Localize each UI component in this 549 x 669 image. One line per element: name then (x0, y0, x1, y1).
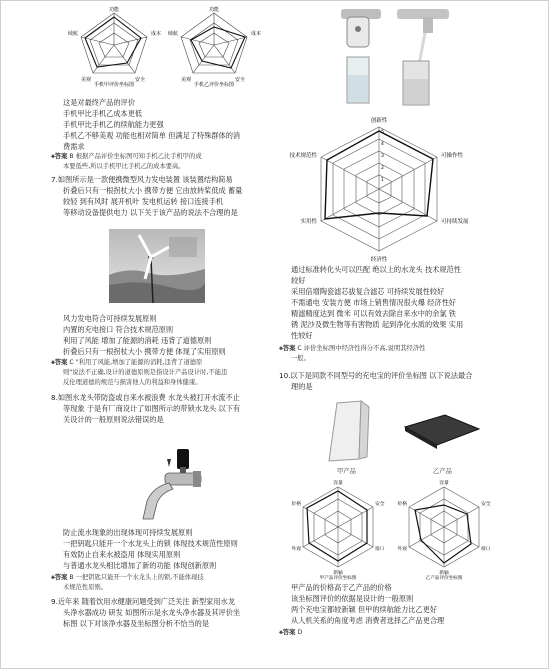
axis-label: 价格 (397, 502, 407, 507)
q10-stem: 10.以下是同款不同型号的充电宝的评价坐标图 以下说法最合 (279, 371, 473, 380)
power-bank-a-photo (319, 397, 377, 463)
q6-tail: 这是对最终产品的评价 (63, 98, 135, 107)
axis-label: 创新性 (370, 118, 388, 124)
axis-label: 容量 (439, 481, 449, 486)
axis-label: 可持续发展 (441, 219, 469, 225)
chart-caption: 乙产品评价坐标图 (425, 576, 463, 581)
q7-option: 折叠后只有一根拐杖大小 携带方便 体现了实用原则 (63, 347, 226, 356)
axis-label: 美观 (180, 77, 191, 83)
axis-label: 安全 (135, 77, 146, 83)
q8-stem: 等现象 于是有厂商设计了如图所示的带锁水龙头 以下有 (63, 404, 241, 413)
axis-label: 功能 (208, 7, 220, 13)
q10-option: 从人机关系的角度考虑 消费者选择乙产品更合理 (291, 616, 445, 625)
q6-option: 手机甲比手机乙的续航能力更强 (63, 120, 164, 129)
q9-stem: 头净水器成功 研发 如图所示是水龙头净水器及其评价坐 (63, 608, 241, 617)
locking-faucet-photo (133, 447, 203, 525)
chart-caption: 手机甲评价坐标图 (93, 82, 135, 88)
power-bank-b-photo (401, 411, 481, 453)
q6-option: 手机甲比手机乙成本更低 (63, 109, 143, 118)
scale-label: 3 (381, 154, 384, 159)
axis-label: 实用性 (300, 219, 317, 225)
q10-answer: ⚹答案 D (279, 629, 303, 636)
axis-label: 外观 (291, 547, 301, 552)
q7-stem: 较轻 到有风时 展开机叶 发电机运转 接口连接手机 (63, 197, 224, 206)
wind-generator-photo (109, 229, 205, 303)
q7-option: 内置的充电接口 符合技术规范原则 (63, 325, 174, 334)
axis-label: 技术规范性 (289, 153, 317, 159)
radar-chart-purifier (289, 113, 469, 265)
q6-option: 手机乙不够美观 功能也相对简单 但满足了特殊群体的消 (63, 131, 241, 140)
q7-stem: 7.如图所示是一款便携微型风力发电装置 该装置结构简易 (51, 175, 233, 184)
axis-label: 可操作性 (441, 153, 464, 159)
axis-label: 新颖 (439, 571, 449, 576)
q9-stem: 标图 以下对该净水器及坐标图分析不恰当的是 (63, 619, 210, 628)
q7-stem: 折叠后只有一根拐杖大小 携带方便 它由放转桨低成 蓄量 (63, 186, 243, 195)
water-purifier-photo (337, 5, 457, 111)
axis-label: 接口 (375, 547, 385, 552)
q8-answer: ⚹答案 B 一把钥匙只能开一个水龙头上的锁,不能体现技 (51, 574, 204, 581)
q7-answer-cont: 则"说法不正确,设计的道德原则是指设计产品设计时,不能违 (63, 369, 228, 376)
axis-label: 功能 (108, 7, 120, 13)
q7-option: 利用了风能 增加了能源的消耗 违背了道德原则 (63, 336, 212, 345)
q6-answer: ⚹答案 B 根据产品评价坐标图可知手机乙比手机甲的成 (51, 153, 202, 160)
q8-option: 一把钥匙只能开一个水龙头上的锁 体现技术规范性原则 (63, 539, 238, 548)
q9-option: 精滤精度达到 微米 可以有效去除自来水中的余氯 铁 (291, 309, 456, 318)
scale-label: 2 (381, 166, 384, 171)
q9-option: 锈 泥沙及微生物等有害物质 起到净化水质的效果 实用 (291, 320, 464, 329)
q9-option: 采用倍增陶瓷滤芯拔复合滤芯 可持续发展性较好 (291, 287, 445, 296)
q9-option: 较好 (291, 276, 306, 285)
q6-option: 费需求 (63, 142, 85, 151)
q8-option: 有效防止自来水被盗用 体现实用原则 (63, 550, 181, 559)
axis-label: 续航 (167, 31, 178, 37)
axis-label: 新颖 (333, 571, 343, 576)
axis-label: 成本 (251, 31, 262, 37)
scale-label: 4 (381, 142, 384, 147)
axis-label: 成本 (151, 31, 162, 37)
axis-label: 安全 (235, 77, 246, 83)
q7-answer-cont: 反伦理道德的规范与损害他人的利益和身体健康。 (63, 379, 202, 386)
axis-label: 美观 (80, 77, 91, 83)
q7-stem: 等移动设备提供电力 以下关于该产品的说法不合理的是 (63, 208, 238, 217)
q8-option: 防止流水现象的出现体现可持续发展原则 (63, 528, 193, 537)
chart-caption: 手机乙评价坐标图 (193, 82, 235, 88)
q9-stem: 9.近年来 随着饮用水健康问题受到广泛关注 新型家用水龙 (51, 597, 235, 606)
chart-caption: 甲产品评价坐标图 (319, 576, 357, 581)
q9-option: 性较好 (291, 331, 313, 340)
axis-label: 接口 (481, 547, 491, 552)
radar-chart-phone-b (167, 5, 262, 88)
radar-chart-product-a (291, 477, 385, 581)
axis-label: 安全 (481, 502, 491, 507)
q8-option: 与普通水龙头相比增加了新的功能 体现创新原则 (63, 561, 217, 570)
axis-label: 价格 (291, 502, 301, 507)
product-b-label: 乙产品 (433, 468, 452, 475)
scale-label: 5 (381, 130, 384, 135)
q10-option: 甲产品的价格高于乙产品的价格 (291, 583, 392, 592)
q8-answer-cont: 术规范性原则。 (63, 584, 108, 591)
radar-chart-product-b (397, 477, 491, 581)
q7-option: 风力发电符合可持续发展原则 (63, 314, 157, 323)
axis-label: 外观 (397, 547, 407, 552)
q9-option: 不需通电 安装方便 市场上销售情况很火爆 经济性好 (291, 298, 456, 307)
q8-stem: 8.如图水龙头带防盗或自来水被浪费 水龙头被打开水流不止 (51, 393, 240, 402)
product-a-label: 甲产品 (337, 468, 356, 475)
q6-answer-cont: 本要低些,所以手机甲比手机乙的成本要高。 (63, 163, 185, 170)
q9-answer-cont: 一般。 (291, 355, 310, 362)
scale-label: 1 (381, 178, 384, 183)
q10-option: 两个充电宝都较新颖 但甲的续航能力比乙更好 (291, 605, 438, 614)
q9-option: 通过标准转化头可以匹配 绝以上的水龙头 技术规范性 (291, 265, 461, 274)
radar-chart-phone-a (67, 5, 162, 88)
axis-label: 经济性 (370, 257, 388, 263)
q10-stem: 理的是 (291, 382, 313, 391)
q7-answer: ⚹答案 C "利用了风能,增加了能源的消耗,违背了道德原 (51, 359, 203, 366)
q9-answer: ⚹答案 C 评价坐标图中经济性得分不高,说明其经济性 (279, 345, 426, 352)
q8-stem: 关设计的一般原则说法错误的是 (63, 415, 164, 424)
axis-label: 容量 (333, 481, 343, 486)
q10-option: 该坐标图评价的依据是设计的一般原则 (291, 594, 414, 603)
axis-label: 续航 (67, 31, 78, 37)
axis-label: 安全 (375, 502, 385, 507)
